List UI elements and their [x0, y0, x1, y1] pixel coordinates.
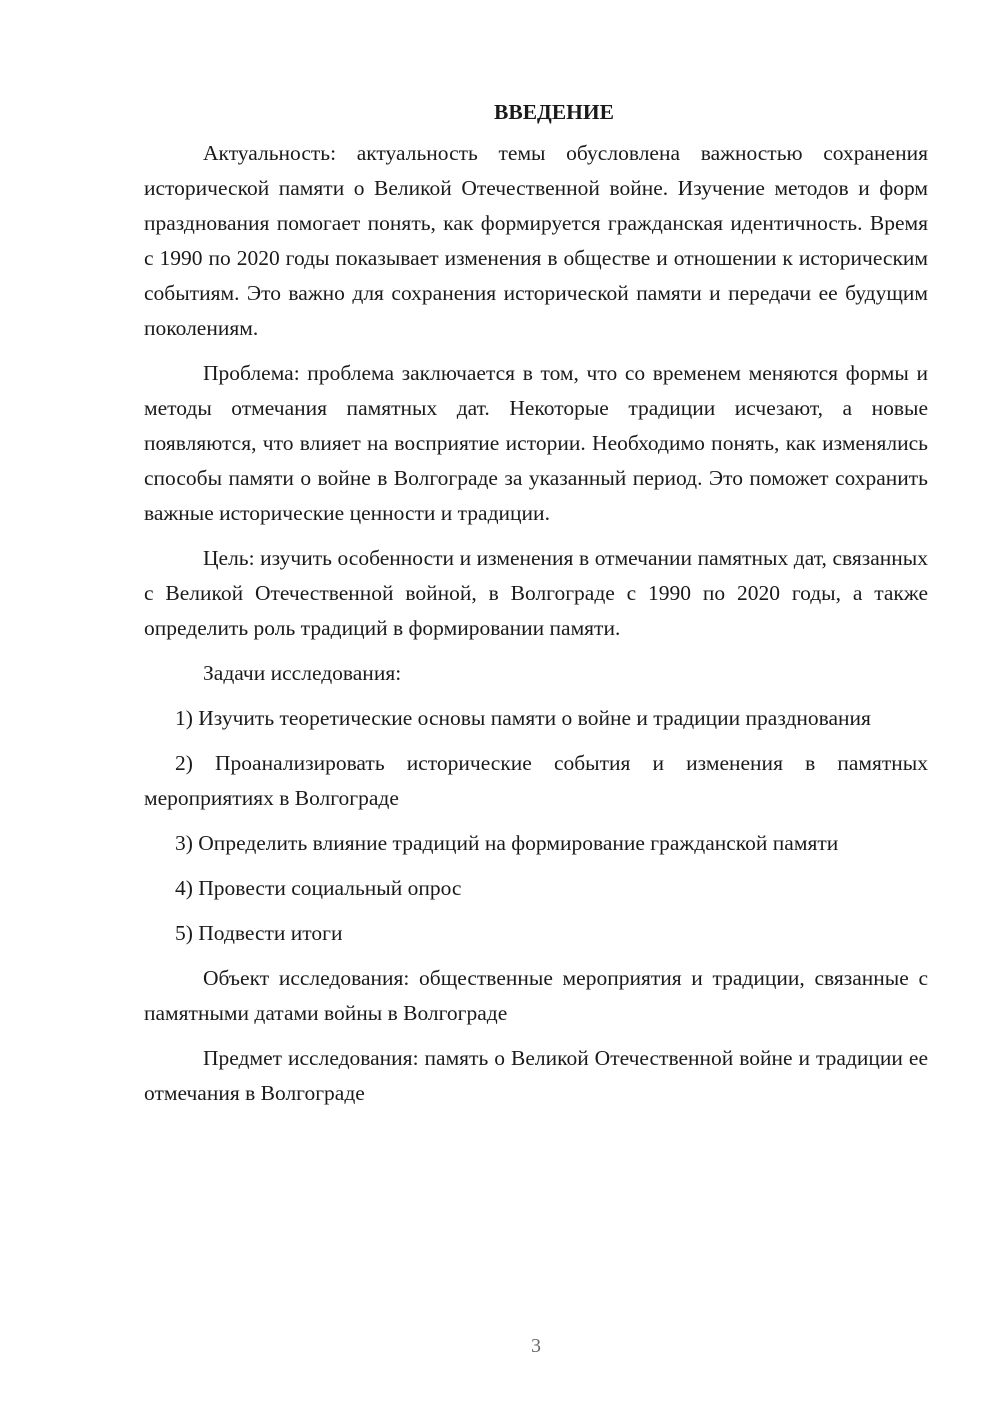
task-item: 5) Подвести итоги: [175, 921, 343, 945]
section-heading: ВВЕДЕНИЕ: [494, 100, 614, 124]
task-item: 3) Определить влияние традиций на формирование гражданской памяти: [175, 831, 839, 855]
object-paragraph: Объект исследования: общественные мероприятия и традиции, связанные с памятными датами войны в Волгограде: [144, 966, 928, 1025]
subject-paragraph: Предмет исследования: память о Великой Отечественной войне и традиции ее отмечания в Волгограде: [144, 1046, 928, 1105]
goal-paragraph: Цель: изучить особенности и изменения в отмечании памятных дат, связанных с Великой Отечественной войной, в Волгограде с 1990 по 2020 годы, а также определить роль традиций в формировании памяти.: [144, 546, 928, 640]
relevance-paragraph: Актуальность: актуальность темы обусловлена важностью сохранения исторической памяти о Великой Отечественной войне. Изучение методов и форм празднования помогает понять, как формируется гражданская идентичность. Время с 1990 по 2020 годы показывает изменения в обществе и отношении к историческим событиям. Это важно для сохранения исторической памяти и передачи ее будущим поколениям.: [144, 141, 928, 340]
task-item: 1) Изучить теоретические основы памяти о войне и традиции празднования: [175, 706, 871, 730]
problem-paragraph: Проблема: проблема заключается в том, что со временем меняются формы и методы отмечания памятных дат. Некоторые традиции исчезают, а новые появляются, что влияет на восприятие истории. Необходимо понять, как изменялись способы памяти о войне в Волгограде за указанный период. Это поможет сохранить важные исторические ценности и традиции.: [144, 361, 928, 525]
page-content: [144, 95, 928, 1121]
page-number: 3: [531, 1335, 541, 1357]
tasks-title: Задачи исследования:: [203, 661, 402, 685]
tasks-list: [144, 701, 928, 951]
task-item: 2) Проанализировать исторические события и изменения в памятных мероприятиях в Волгограде: [144, 751, 928, 810]
task-item: 4) Провести социальный опрос: [175, 876, 462, 900]
